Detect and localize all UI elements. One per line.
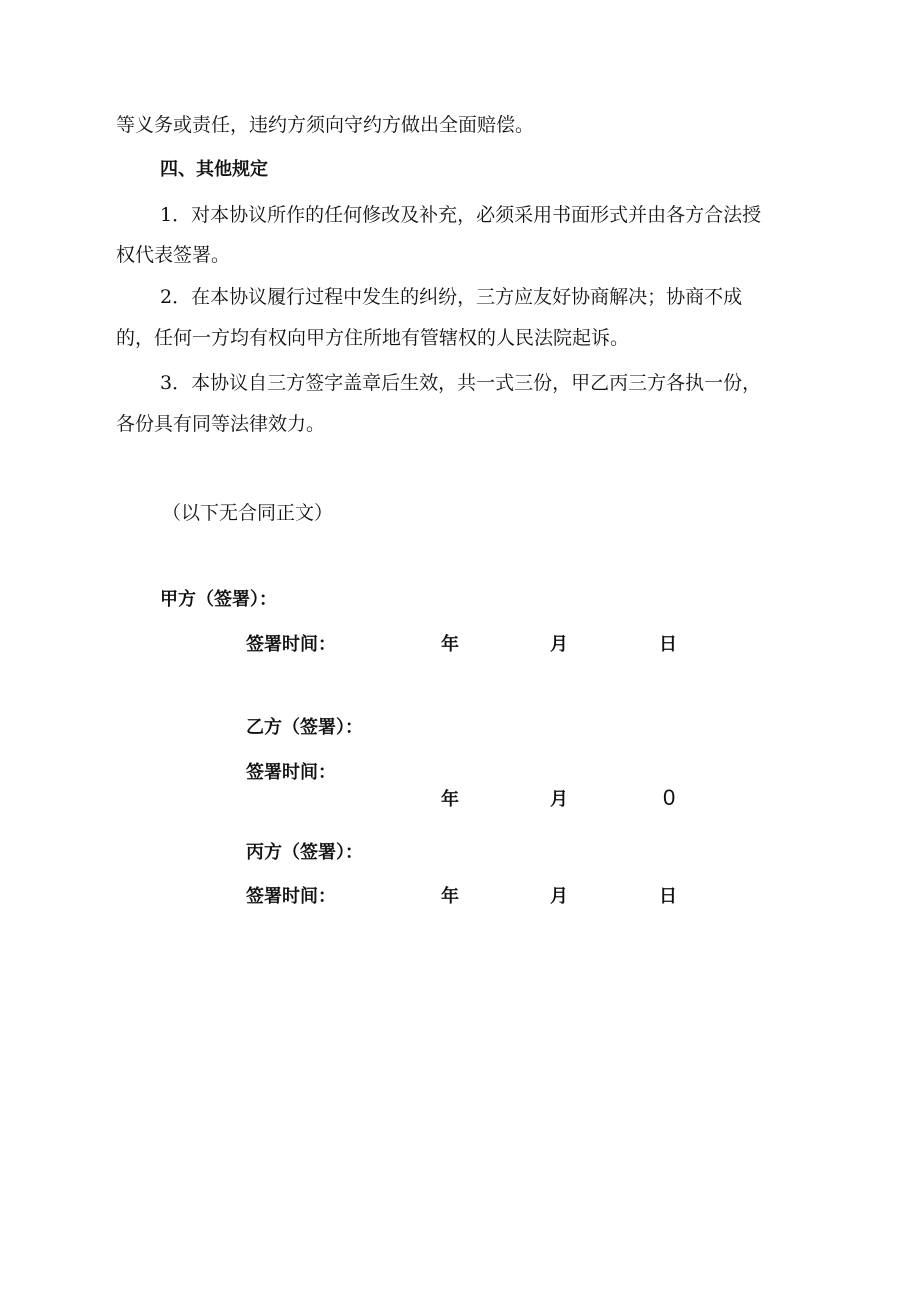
party-b-day: 0 xyxy=(663,785,676,810)
clause-2-line-2: 的，任何一方均有权向甲方住所地有管辖权的人民法院起诉。 xyxy=(116,327,630,349)
party-c-signature-label: 丙方（签署）： xyxy=(246,842,363,863)
end-of-contract-note: （以下无合同正文） xyxy=(162,502,334,524)
party-c-day: 日 xyxy=(659,886,677,907)
party-a-signature-label: 甲方（签署）： xyxy=(160,589,277,610)
clause-1-line-1: 1．对本协议所作的任何修改及补充，必须采用书面形式并由各方合法授 xyxy=(160,204,762,226)
party-b-signature-label: 乙方（签署）： xyxy=(246,717,363,738)
party-c-year: 年 xyxy=(441,886,459,907)
section-heading: 四、其他规定 xyxy=(160,159,268,180)
clause-3-line-1: 3．本协议自三方签字盖章后生效，共一式三份，甲乙丙三方各执一份， xyxy=(160,372,762,394)
clause-1-line-2: 权代表签署。 xyxy=(116,244,231,266)
party-b-time-label: 签署时间： xyxy=(246,762,336,783)
party-c-time-label: 签署时间： xyxy=(246,886,336,907)
party-b-year: 年 xyxy=(441,789,459,810)
party-a-month: 月 xyxy=(550,634,568,655)
party-a-time-label: 签署时间： xyxy=(246,634,336,655)
clause-2-line-1: 2．在本协议履行过程中发生的纠纷，三方应友好协商解决；协商不成 xyxy=(160,286,743,308)
party-c-month: 月 xyxy=(550,886,568,907)
paragraph-continuation: 等义务或责任，违约方须向守约方做出全面赔偿。 xyxy=(116,114,535,136)
party-b-month: 月 xyxy=(550,789,568,810)
party-a-day: 日 xyxy=(659,634,677,655)
party-a-year: 年 xyxy=(441,634,459,655)
clause-3-line-2: 各份具有同等法律效力。 xyxy=(116,413,326,435)
